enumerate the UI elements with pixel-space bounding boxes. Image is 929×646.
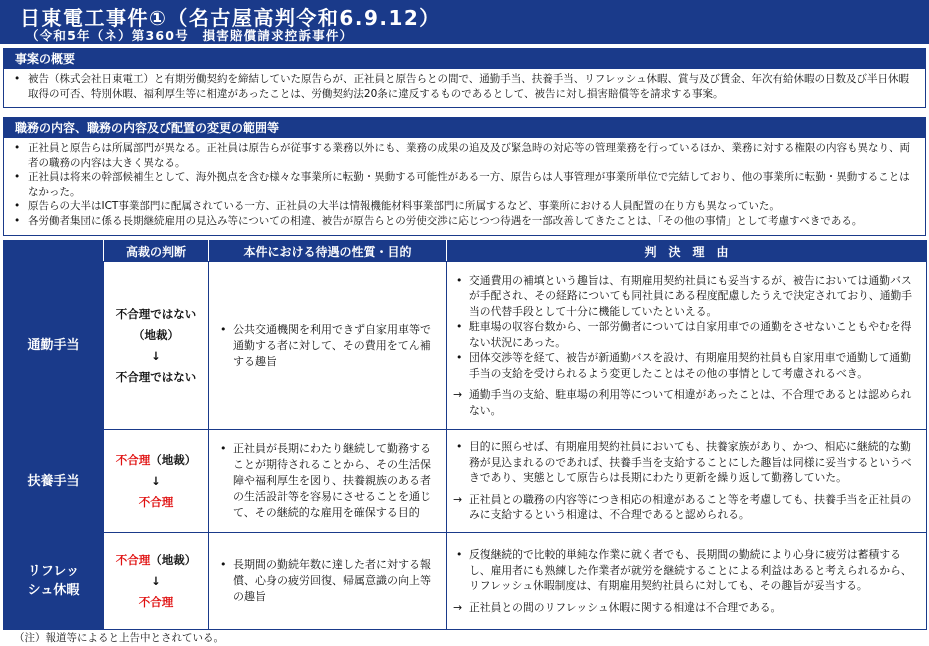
judgment-cell bbox=[104, 430, 209, 533]
duties-item: • 正社員は将来の幹部候補生として、海外拠点を含む様々な事業所に転勤・異動する可能性がある一方、原告らは人事管理が事業所単位で完結しており、他の事業所に転勤・異動することはなかった。 bbox=[12, 170, 917, 199]
final-result: 不合理 bbox=[138, 494, 174, 509]
duties-item: • 正社員と原告らは所属部門が異なる。正社員は原告らが従事する業務以外にも、業務の成果の追及及び緊急時の対応等の管理業務を行っているほか、業務に対する権限の内容も異なり、両者の職務の内容は大きく異なる。 bbox=[12, 141, 917, 170]
comparison-table bbox=[3, 240, 927, 630]
overview-heading: 事案の概要 bbox=[3, 48, 926, 68]
row-label: 通勤手当 bbox=[4, 262, 104, 430]
judgment-cell bbox=[104, 262, 209, 430]
header-blank bbox=[4, 241, 104, 262]
duties-box bbox=[3, 137, 926, 236]
reason-item: • 団体交渉等を経て、被告が新通勤バスを設け、有期雇用契約社員も自家用車で通勤して通勤手当の支給を受けられるよう変更したことはその他の事情として考慮されるべき。 bbox=[453, 350, 920, 381]
nature-text: • 公共交通機関を利用できず自家用車等で通勤する者に対して、その費用をてん補する趣旨 bbox=[217, 322, 436, 370]
footnote: （注）報道等によると上告中とされている。 bbox=[14, 632, 224, 644]
table-row-refresh bbox=[4, 533, 927, 630]
page-title: 日東電工事件①（名古屋高判令和6.9.12） bbox=[20, 6, 441, 30]
duties-heading: 職務の内容、職務の内容及び配置の変更の範囲等 bbox=[3, 117, 926, 137]
reason-item: • 反復継続的で比較的単純な作業に就く者でも、長期間の勤続により心身に疲労は蓄積するし、雇用者にも熟練した作業者が就労を継続することによる利益はあると考えられるから、リフレッシュ休暇制度は、有期雇用契約社員らに対しても、その趣旨が妥当する。 bbox=[453, 547, 920, 594]
reason-conclusion: → 通勤手当の支給、駐車場の利用等について相違があったことは、不合理であるとは認められない。 bbox=[453, 387, 920, 418]
nature-text: • 長期間の勤続年数に達した者に対する報償、心身の疲労回復、帰属意識の向上等の趣旨 bbox=[217, 557, 436, 605]
reason-item: • 駐車場の収容台数から、一部労働者については自家用車での通勤をさせないこともやむを得ない状況にあった。 bbox=[453, 319, 920, 350]
header-judgment: 高裁の判断 bbox=[104, 241, 209, 262]
overview-box bbox=[3, 68, 926, 108]
nature-cell bbox=[209, 430, 447, 533]
nature-cell bbox=[209, 262, 447, 430]
row-label: 扶養手当 bbox=[4, 430, 104, 533]
arrow-down-icon: ↓ bbox=[151, 573, 161, 588]
final-result: 不合理 bbox=[138, 594, 174, 609]
table-row-commute bbox=[4, 262, 927, 430]
duties-item: • 各労働者集団に係る長期継続雇用の見込み等についての相違、被告が原告らとの労使交渉に応じつつ待遇を一部改善してきたことは、「その他の事情」として考慮すべきである。 bbox=[12, 214, 917, 229]
high-court-result: 不合理 bbox=[115, 452, 151, 467]
row-label: リフレッシュ休暇 bbox=[4, 533, 104, 630]
reason-item: • 目的に照らせば、有期雇用契約社員においても、扶養家族があり、かつ、相応に継続的な勤務が見込まれるのであれば、扶養手当を支給することにした趣旨は同様に妥当するというべきであり、実態として原告らは長期にわたり更新を繰り返して勤務していた。 bbox=[453, 439, 920, 486]
reason-item: • 交通費用の補填という趣旨は、有期雇用契約社員にも妥当するが、被告においては通勤バスが手配され、その経路についても同社員にある程度配慮したうえで決定されており、通勤手当の代替手段として十分に機能していたといえる。 bbox=[453, 273, 920, 320]
district-court-tag: （地裁） bbox=[150, 452, 197, 467]
case-number: （令和5年（ネ）第360号 損害賠償請求控訴事件） bbox=[26, 28, 354, 43]
reason-cell bbox=[447, 430, 927, 533]
reason-cell bbox=[447, 533, 927, 630]
judgment-cell bbox=[104, 533, 209, 630]
page-header bbox=[0, 0, 929, 44]
reason-conclusion: → 正社員との間のリフレッシュ休暇に関する相違は不合理である。 bbox=[453, 600, 920, 616]
reason-conclusion: → 正社員との職務の内容等につき相応の相違があること等を考慮しても、扶養手当を正社員のみに支給するという相違は、不合理であると認められる。 bbox=[453, 492, 920, 523]
high-court-result: 不合理ではない bbox=[115, 306, 197, 321]
duties-item: • 原告らの大半はICT事業部門に配属されている一方、正社員の大半は情報機能材料事業部門に所属するなど、事業所における人員配置の在り方も異なっていた。 bbox=[12, 199, 917, 214]
arrow-down-icon: ↓ bbox=[151, 348, 161, 363]
overview-item: • 被告（株式会社日東電工）と有期労働契約を締結していた原告らが、正社員と原告らとの間で、通勤手当、扶養手当、リフレッシュ休暇、賞与及び賃金、年次有給休暇の日数及び半日休暇取得の可否、特別休暇、福利厚生等に相違があったことは、労働契約法20条に違反するものであるとして、被告に対し損害賠償等を請求する事案。 bbox=[12, 72, 917, 101]
nature-text: • 正社員が長期にわたり継続して勤務することが期待されることから、その生活保障や福利厚生を図り、扶養親族のある者の生活設計等を容易にさせることを通じて、その継続的な雇用を確保する目的 bbox=[217, 441, 436, 521]
header-reason: 判 決 理 由 bbox=[447, 241, 927, 262]
district-court-tag: （地裁） bbox=[133, 327, 179, 342]
nature-cell bbox=[209, 533, 447, 630]
district-court-tag: （地裁） bbox=[150, 552, 197, 567]
table-row-family bbox=[4, 430, 927, 533]
arrow-down-icon: ↓ bbox=[151, 473, 161, 488]
table-header-row bbox=[4, 241, 927, 262]
final-result: 不合理ではない bbox=[115, 369, 197, 384]
reason-cell bbox=[447, 262, 927, 430]
header-nature: 本件における待遇の性質・目的 bbox=[209, 241, 447, 262]
high-court-result: 不合理 bbox=[115, 552, 151, 567]
